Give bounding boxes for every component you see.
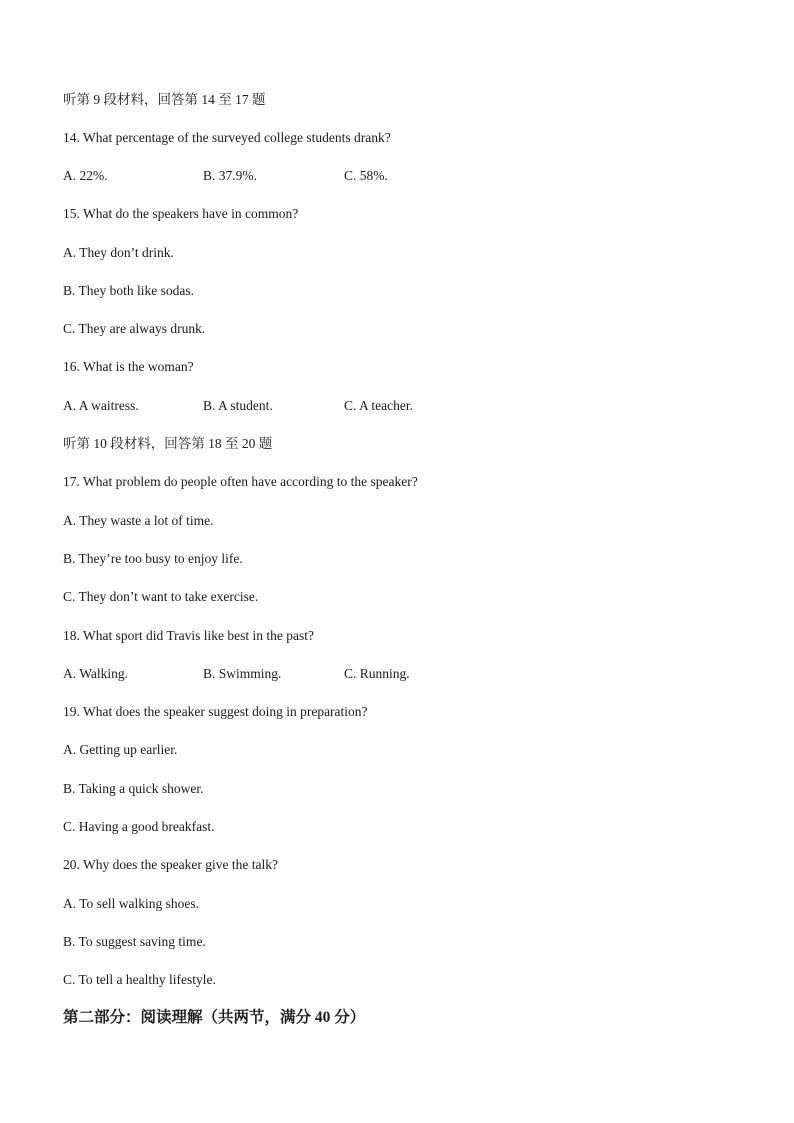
q17-option-a: A. They waste a lot of time. — [63, 513, 214, 528]
question-18: 18. What sport did Travis like best in the past? — [63, 628, 314, 643]
q14-option-a: A. 22%. — [63, 168, 108, 183]
q18-option-a: A. Walking. — [63, 666, 129, 681]
q14-option-b: B. 37.9%. — [203, 168, 257, 183]
q20-option-b: B. To suggest saving time. — [63, 934, 206, 949]
question-20: 20. Why does the speaker give the talk? — [63, 857, 278, 872]
q15-option-a: A. They don’t drink. — [63, 245, 174, 260]
section-9-header: 听第 9 段材料，回答第 14 至 17 题 — [63, 92, 266, 107]
q16-option-a: A. A waitress. — [63, 398, 139, 413]
section-10-header: 听第 10 段材料，回答第 18 至 20 题 — [63, 436, 273, 451]
q19-option-b: B. Taking a quick shower. — [63, 781, 204, 796]
question-15: 15. What do the speakers have in common? — [63, 206, 299, 221]
question-17: 17. What problem do people often have according to the speaker? — [63, 474, 418, 489]
q15-option-c: C. They are always drunk. — [63, 321, 206, 336]
q14-option-c: C. 58%. — [344, 168, 388, 183]
part-2-heading: 第二部分：阅读理解（共两节，满分 40 分） — [63, 1009, 366, 1026]
q19-option-c: C. Having a good breakfast. — [63, 819, 215, 834]
q18-option-b: B. Swimming. — [203, 666, 282, 681]
q20-option-c: C. To tell a healthy lifestyle. — [63, 972, 216, 987]
q20-option-a: A. To sell walking shoes. — [63, 896, 200, 911]
q16-option-c: C. A teacher. — [344, 398, 413, 413]
question-14: 14. What percentage of the surveyed college students drank? — [63, 130, 391, 145]
question-16: 16. What is the woman? — [63, 359, 194, 374]
q16-option-b: B. A student. — [203, 398, 273, 413]
q17-option-b: B. They’re too busy to enjoy life. — [63, 551, 243, 566]
question-19: 19. What does the speaker suggest doing in preparation? — [63, 704, 368, 719]
q19-option-a: A. Getting up earlier. — [63, 742, 178, 757]
q18-option-c: C. Running. — [344, 666, 410, 681]
q15-option-b: B. They both like sodas. — [63, 283, 194, 298]
q17-option-c: C. They don’t want to take exercise. — [63, 589, 259, 604]
